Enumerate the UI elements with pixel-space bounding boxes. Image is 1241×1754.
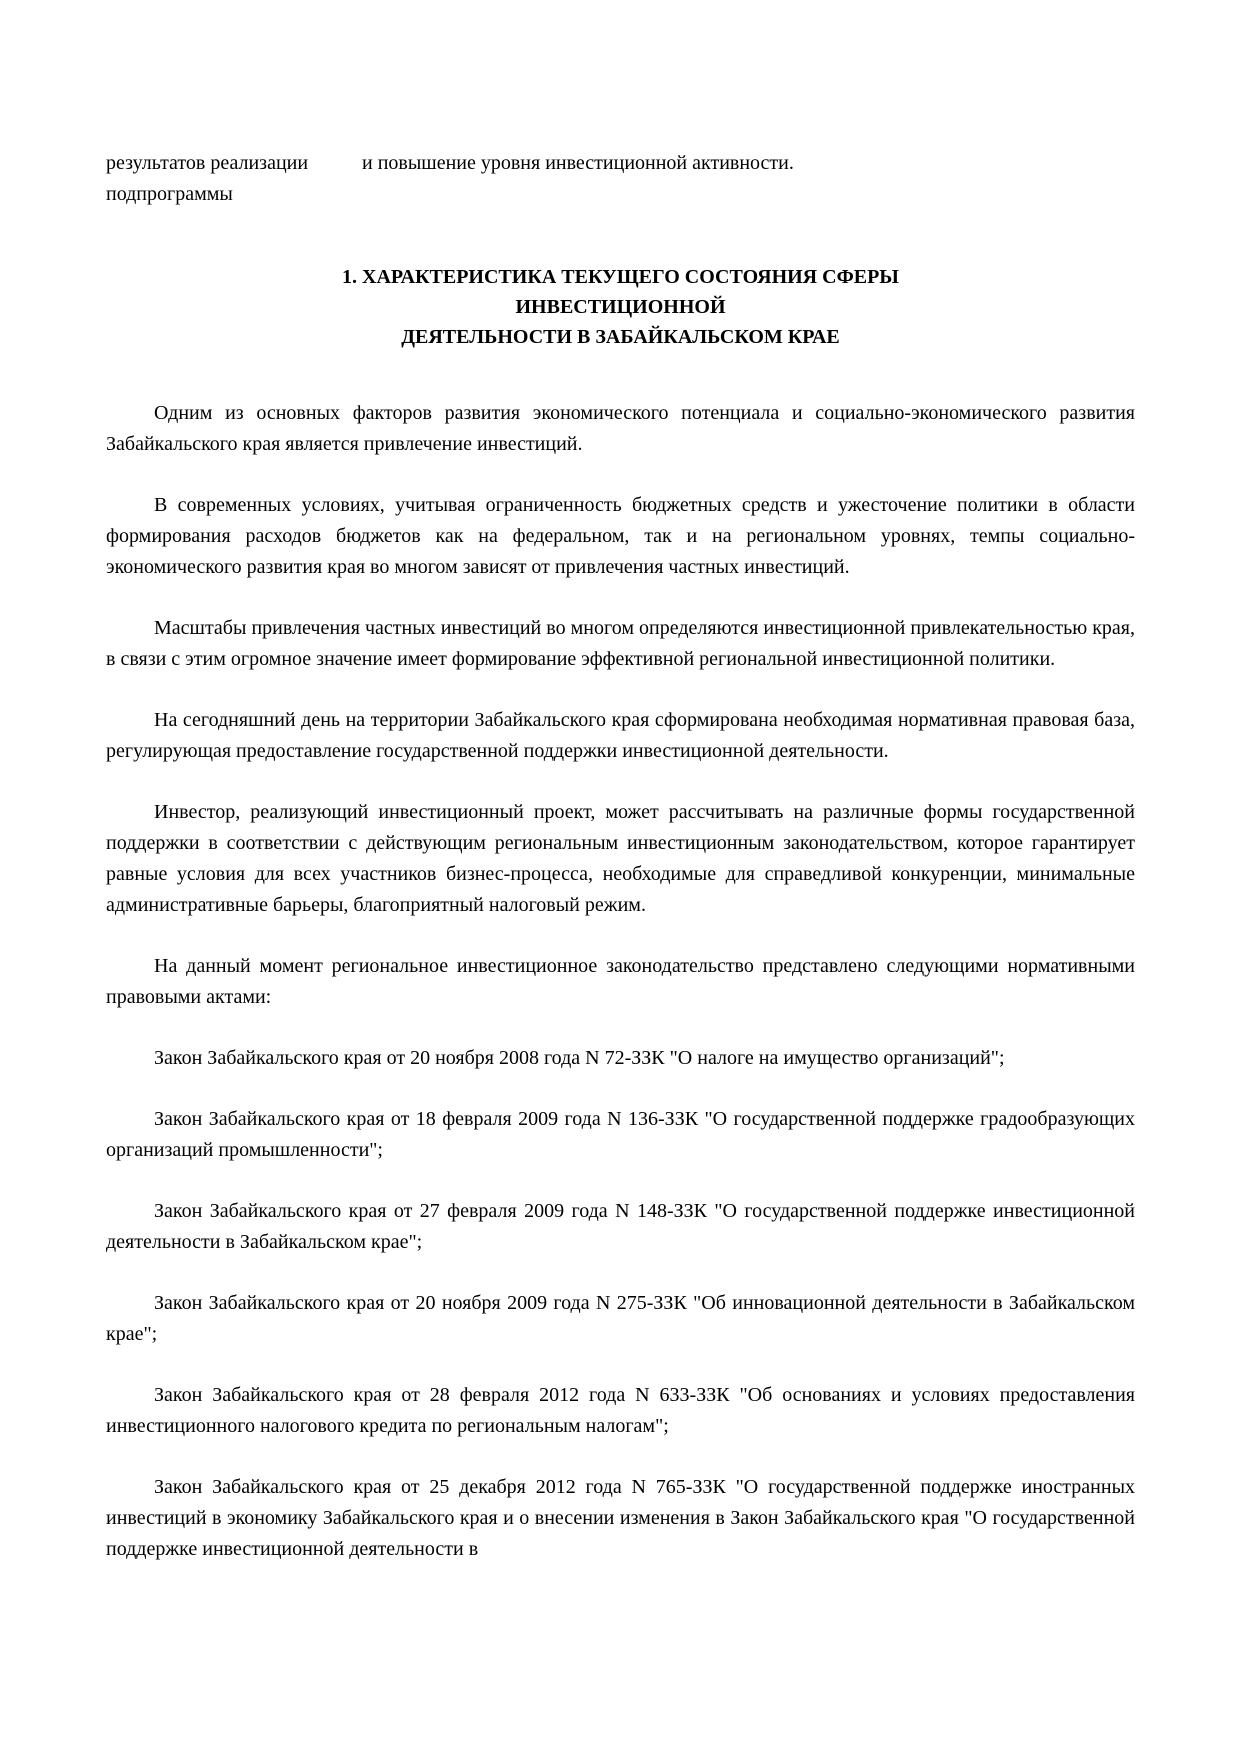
paragraph: Инвестор, реализующий инвестиционный проект, может рассчитывать на различные формы государственной поддержки в соответствии с действующим региональным инвестиционным законодательством, которое гарантирует равные условия для всех участников бизнес-процесса, необходимые для справедливой конкуренции, минимальные административные барьеры, благоприятный налоговый режим.: [106, 801, 1135, 916]
table-fragment-row: [106, 148, 1135, 210]
document-body: [106, 398, 1135, 1565]
section-heading-line-2: ИНВЕСТИЦИОННОЙ: [515, 296, 726, 318]
table-fragment-left-cell: результатов реализации подпрограммы: [106, 152, 309, 205]
paragraph: На сегодняшний день на территории Забайкальского края сформирована необходимая нормативная правовая база, регулирующая предоставление государственной поддержки инвестиционной деятельности.: [106, 709, 1135, 762]
section-heading: [106, 262, 1135, 352]
paragraph-law-item: Закон Забайкальского края от 25 декабря 2012 года N 765-ЗЗК "О государственной поддержке иностранных инвестиций в экономику Забайкальского края и о внесении изменения в Закон Забайкальского края "О государственной поддержке инвестиционной деятельности в: [106, 1476, 1135, 1560]
paragraph: Масштабы привлечения частных инвестиций во многом определяются инвестиционной привлекательностью края, в связи с этим огромное значение имеет формирование эффективной региональной инвестиционной политики.: [106, 617, 1135, 670]
paragraph-law-item: Закон Забайкальского края от 20 ноября 2008 года N 72-ЗЗК "О налоге на имущество организаций";: [154, 1047, 1005, 1069]
section-heading-line-3: ДЕЯТЕЛЬНОСТИ В ЗАБАЙКАЛЬСКОМ КРАЕ: [401, 326, 840, 348]
paragraph-law-item: Закон Забайкальского края от 18 февраля 2009 года N 136-ЗЗК "О государственной поддержке градообразующих организаций промышленности";: [106, 1108, 1135, 1161]
paragraph: На данный момент региональное инвестиционное законодательство представлено следующими нормативными правовыми актами:: [106, 955, 1135, 1008]
paragraph-law-item: Закон Забайкальского края от 28 февраля 2012 года N 633-ЗЗК "Об основаниях и условиях предоставления инвестиционного налогового кредита по региональным налогам";: [106, 1384, 1135, 1437]
table-fragment-right-cell: и повышение уровня инвестиционной активности.: [362, 152, 794, 174]
section-heading-line-1: 1. ХАРАКТЕРИСТИКА ТЕКУЩЕГО СОСТОЯНИЯ СФЕРЫ: [342, 266, 899, 288]
paragraph-law-item: Закон Забайкальского края от 27 февраля 2009 года N 148-ЗЗК "О государственной поддержке инвестиционной деятельности в Забайкальском крае";: [106, 1200, 1135, 1253]
paragraph-law-item: Закон Забайкальского края от 20 ноября 2009 года N 275-ЗЗК "Об инновационной деятельности в Забайкальском крае";: [106, 1292, 1135, 1345]
paragraph: В современных условиях, учитывая ограниченность бюджетных средств и ужесточение политики в области формирования расходов бюджетов как на федеральном, так и на региональном уровнях, темпы социально-экономического развития края во многом зависят от привлечения частных инвестиций.: [106, 494, 1135, 578]
paragraph: Одним из основных факторов развития экономического потенциала и социально-экономического развития Забайкальского края является привлечение инвестиций.: [106, 402, 1135, 455]
